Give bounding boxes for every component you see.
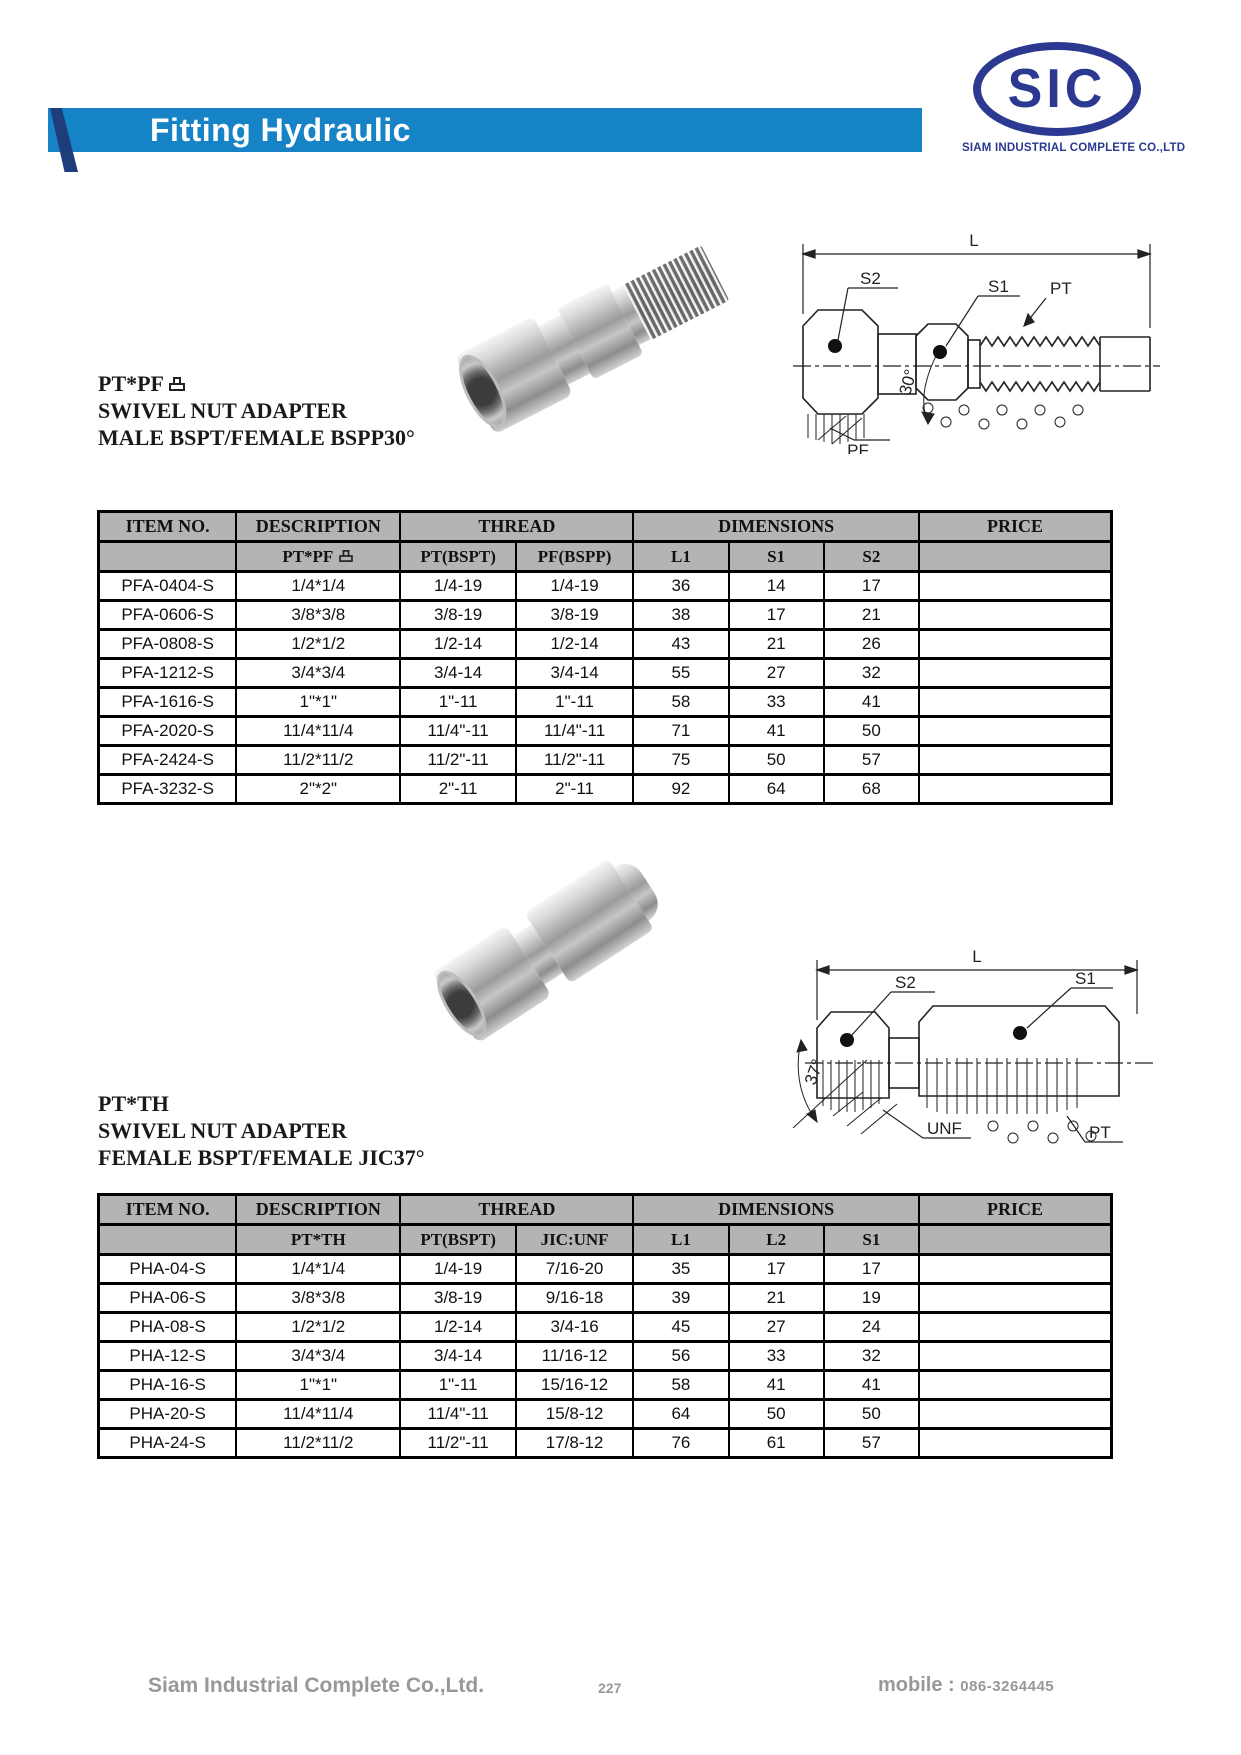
table-cell: 1/4*1/4 <box>236 572 400 601</box>
technical-diagram-male-bspt <box>788 226 1166 459</box>
table-subheader-row <box>99 542 1112 572</box>
column-subheader: PT(BSPT) <box>400 542 515 572</box>
table-row <box>99 746 1112 775</box>
diagram2-s2-label: S2 <box>895 973 916 992</box>
convex-icon <box>340 550 354 562</box>
column-subheader: PT(BSPT) <box>400 1225 515 1255</box>
column-subheader: S2 <box>824 542 919 572</box>
table-cell <box>919 1342 1112 1371</box>
table-cell: 11/16-12 <box>516 1342 634 1371</box>
column-subheader: JIC:UNF <box>516 1225 634 1255</box>
table-cell: PFA-2424-S <box>99 746 237 775</box>
table-cell: 2"-11 <box>400 775 515 804</box>
table-cell: 17 <box>729 1255 824 1284</box>
table-cell: 1/4-19 <box>400 1255 515 1284</box>
table-row <box>99 775 1112 804</box>
column-subheader: PT*PF <box>236 542 400 572</box>
section1-spec: MALE BSPT/FEMALE BSPP30° <box>98 425 415 450</box>
column-header: PRICE <box>919 512 1112 542</box>
table-row <box>99 1342 1112 1371</box>
diagram1-angle-label: 30° <box>895 367 921 398</box>
footer-page-number: 227 <box>598 1680 622 1696</box>
table-cell: 1"-11 <box>516 688 634 717</box>
column-header: DESCRIPTION <box>236 512 400 542</box>
table-cell: 24 <box>824 1313 919 1342</box>
product-photo-swivel-male <box>470 252 730 432</box>
table-cell: 14 <box>729 572 824 601</box>
table-cell: 1/2-14 <box>516 630 634 659</box>
column-header: THREAD <box>400 1195 633 1225</box>
company-logo <box>962 42 1186 154</box>
table-cell: PFA-0606-S <box>99 601 237 630</box>
table-cell: 41 <box>824 1371 919 1400</box>
table-cell: 27 <box>729 659 824 688</box>
table-cell: 68 <box>824 775 919 804</box>
diagram2-s1-label: S1 <box>1075 969 1096 988</box>
section2-code-line <box>98 1090 425 1117</box>
table-cell: 7/16-20 <box>516 1255 634 1284</box>
table-row <box>99 1429 1112 1458</box>
table-row <box>99 717 1112 746</box>
table-cell: PFA-0404-S <box>99 572 237 601</box>
table-cell: 11/2"-11 <box>400 746 515 775</box>
table-cell: 19 <box>824 1284 919 1313</box>
table-cell: 75 <box>633 746 728 775</box>
column-subheader <box>919 1225 1112 1255</box>
table-cell: PHA-12-S <box>99 1342 237 1371</box>
table-cell: 36 <box>633 572 728 601</box>
column-subheader: S1 <box>824 1225 919 1255</box>
table-cell: 45 <box>633 1313 728 1342</box>
table-cell: 3/4-16 <box>516 1313 634 1342</box>
table-row <box>99 688 1112 717</box>
table-cell: 1"*1" <box>236 688 400 717</box>
table-cell: 17 <box>729 601 824 630</box>
table-cell: 50 <box>824 717 919 746</box>
table-cell: 76 <box>633 1429 728 1458</box>
table-cell: 92 <box>633 775 728 804</box>
diagram1-pf-label: PF <box>847 441 869 454</box>
table-cell: 17/8-12 <box>516 1429 634 1458</box>
column-header: DIMENSIONS <box>633 512 919 542</box>
table-cell: 21 <box>824 601 919 630</box>
table-cell <box>919 1371 1112 1400</box>
table-cell: 1/2*1/2 <box>236 1313 400 1342</box>
table-row <box>99 630 1112 659</box>
diagram1-pt-label: PT <box>1050 279 1072 298</box>
table-cell: 61 <box>729 1429 824 1458</box>
section2-spec: FEMALE BSPT/FEMALE JIC37° <box>98 1145 425 1170</box>
table-cell: 1/2-14 <box>400 1313 515 1342</box>
table-cell <box>919 717 1112 746</box>
column-subheader <box>99 542 237 572</box>
diagram2-dim-label: L <box>972 948 982 966</box>
female-thread-opening <box>428 963 496 1044</box>
technical-diagram-female-jic <box>785 948 1167 1171</box>
section2-subtitle: SWIVEL NUT ADAPTER <box>98 1118 347 1143</box>
table-cell: 41 <box>824 688 919 717</box>
diagram2-pt-label: PT <box>1089 1123 1111 1142</box>
table-cell: PHA-16-S <box>99 1371 237 1400</box>
table-cell <box>919 746 1112 775</box>
table-cell: 71 <box>633 717 728 746</box>
table-cell: 64 <box>633 1400 728 1429</box>
product-photo-swivel-female <box>442 852 672 1037</box>
table-cell: PFA-3232-S <box>99 775 237 804</box>
column-subheader <box>919 542 1112 572</box>
table-cell: 3/4*3/4 <box>236 659 400 688</box>
table-cell: 41 <box>729 1371 824 1400</box>
table-cell: 1/4-19 <box>400 572 515 601</box>
table-cell: 3/8*3/8 <box>236 1284 400 1313</box>
column-header: DIMENSIONS <box>633 1195 919 1225</box>
table-cell: PFA-0808-S <box>99 630 237 659</box>
table-cell: 2"*2" <box>236 775 400 804</box>
table-cell: 15/16-12 <box>516 1371 634 1400</box>
table-cell: 11/4"-11 <box>400 1400 515 1429</box>
diagram2-unf-label: UNF <box>927 1119 962 1138</box>
table-cell <box>919 775 1112 804</box>
footer-mobile-label: mobile : <box>878 1674 955 1696</box>
table-cell: 1/2-14 <box>400 630 515 659</box>
table-cell: 39 <box>633 1284 728 1313</box>
table-cell: 17 <box>824 1255 919 1284</box>
table-cell: 33 <box>729 688 824 717</box>
table-cell <box>919 1284 1112 1313</box>
table-cell: 11/2*11/2 <box>236 1429 400 1458</box>
table-cell: PHA-06-S <box>99 1284 237 1313</box>
table-cell: 3/8-19 <box>516 601 634 630</box>
table-cell: 1/4*1/4 <box>236 1255 400 1284</box>
table-cell: 11/2"-11 <box>516 746 634 775</box>
column-subheader: PF(BSPP) <box>516 542 634 572</box>
column-header: PRICE <box>919 1195 1112 1225</box>
table-cell <box>919 688 1112 717</box>
table-cell: PHA-24-S <box>99 1429 237 1458</box>
table-cell: 56 <box>633 1342 728 1371</box>
table-cell: 3/8-19 <box>400 601 515 630</box>
table-cell: 21 <box>729 1284 824 1313</box>
table-cell: 32 <box>824 1342 919 1371</box>
table-cell: 3/8-19 <box>400 1284 515 1313</box>
table-cell: PFA-1212-S <box>99 659 237 688</box>
spec-table-pt-th <box>97 1193 1113 1459</box>
logo-text: SIC <box>1007 58 1107 120</box>
logo-ellipse-icon <box>973 42 1141 136</box>
table-row <box>99 1255 1112 1284</box>
product-photo-assembly <box>455 234 736 435</box>
table-cell: 11/2*11/2 <box>236 746 400 775</box>
table-cell: 17 <box>824 572 919 601</box>
diagram1-s1-label: S1 <box>988 277 1009 296</box>
column-subheader: PT*TH <box>236 1225 400 1255</box>
table-header-row <box>99 512 1112 542</box>
column-subheader: L1 <box>633 1225 728 1255</box>
diagram2-angle-label: 37° <box>800 1056 828 1088</box>
table-cell: 2"-11 <box>516 775 634 804</box>
table-cell <box>919 572 1112 601</box>
table-cell: 21 <box>729 630 824 659</box>
table-cell: 15/8-12 <box>516 1400 634 1429</box>
table-row <box>99 572 1112 601</box>
convex-icon <box>169 377 185 391</box>
diagram1-dim-label: L <box>969 231 979 250</box>
table-cell <box>919 1400 1112 1429</box>
column-header: ITEM NO. <box>99 1195 237 1225</box>
table-cell: 35 <box>633 1255 728 1284</box>
section1-code-line <box>98 370 415 397</box>
column-header: DESCRIPTION <box>236 1195 400 1225</box>
product-photo-assembly <box>432 845 676 1044</box>
footer-mobile-number: 086-3264445 <box>960 1678 1055 1695</box>
table-cell: 57 <box>824 1429 919 1458</box>
section2-code: PT*TH <box>98 1091 169 1116</box>
spec-table-pt-pf <box>97 510 1113 805</box>
table-header-row <box>99 1195 1112 1225</box>
section2-title <box>98 1090 425 1171</box>
table-cell: 3/8*3/8 <box>236 601 400 630</box>
diagram1-s2-label: S2 <box>860 269 881 288</box>
table-cell: 1/2*1/2 <box>236 630 400 659</box>
table-cell: 50 <box>824 1400 919 1429</box>
table-cell: 50 <box>729 1400 824 1429</box>
column-subheader: L1 <box>633 542 728 572</box>
column-header: ITEM NO. <box>99 512 237 542</box>
table-cell: 1/4-19 <box>516 572 634 601</box>
table-cell: 11/4"-11 <box>516 717 634 746</box>
footer-mobile <box>878 1674 1054 1697</box>
table-cell: 27 <box>729 1313 824 1342</box>
page-title: Fitting Hydraulic <box>150 112 411 148</box>
table-subheader-row <box>99 1225 1112 1255</box>
table-cell: 11/4*11/4 <box>236 1400 400 1429</box>
table-row <box>99 1371 1112 1400</box>
table-cell: 3/4*3/4 <box>236 1342 400 1371</box>
table-cell <box>919 601 1112 630</box>
table-cell: 41 <box>729 717 824 746</box>
table-cell: 32 <box>824 659 919 688</box>
table-cell: 43 <box>633 630 728 659</box>
column-subheader: S1 <box>729 542 824 572</box>
table-cell: 3/4-14 <box>400 659 515 688</box>
table-cell: 50 <box>729 746 824 775</box>
table-cell <box>919 1313 1112 1342</box>
table-row <box>99 1313 1112 1342</box>
table-cell: 26 <box>824 630 919 659</box>
table-row <box>99 659 1112 688</box>
logo-company-name: SIAM INDUSTRIAL COMPLETE CO.,LTD <box>962 142 1186 154</box>
table-cell: 1"-11 <box>400 1371 515 1400</box>
table-cell: 58 <box>633 1371 728 1400</box>
table-row <box>99 1284 1112 1313</box>
table-cell: PFA-2020-S <box>99 717 237 746</box>
table-cell <box>919 659 1112 688</box>
table-cell: 3/4-14 <box>400 1342 515 1371</box>
table-cell: 38 <box>633 601 728 630</box>
section1-subtitle: SWIVEL NUT ADAPTER <box>98 398 347 423</box>
table-cell: 11/4*11/4 <box>236 717 400 746</box>
table-cell: PHA-04-S <box>99 1255 237 1284</box>
table-cell: 11/4"-11 <box>400 717 515 746</box>
column-header: THREAD <box>400 512 633 542</box>
table-row <box>99 1400 1112 1429</box>
section1-code: PT*PF <box>98 371 164 396</box>
table-cell: 9/16-18 <box>516 1284 634 1313</box>
column-subheader: L2 <box>729 1225 824 1255</box>
table-cell: 55 <box>633 659 728 688</box>
table-cell: 3/4-14 <box>516 659 634 688</box>
table-cell <box>919 1255 1112 1284</box>
table-cell: 11/2"-11 <box>400 1429 515 1458</box>
table-cell: PHA-20-S <box>99 1400 237 1429</box>
footer-company-name: Siam Industrial Complete Co.,Ltd. <box>148 1674 485 1697</box>
female-thread-opening <box>449 348 516 435</box>
table-cell: PHA-08-S <box>99 1313 237 1342</box>
table-cell: 57 <box>824 746 919 775</box>
table-cell: PFA-1616-S <box>99 688 237 717</box>
table-cell <box>919 630 1112 659</box>
table-row <box>99 601 1112 630</box>
table-cell: 1"-11 <box>400 688 515 717</box>
column-subheader <box>99 1225 237 1255</box>
section1-title <box>98 370 415 451</box>
table-cell: 33 <box>729 1342 824 1371</box>
table-cell: 58 <box>633 688 728 717</box>
table-cell: 64 <box>729 775 824 804</box>
table-cell: 1"*1" <box>236 1371 400 1400</box>
table-cell <box>919 1429 1112 1458</box>
